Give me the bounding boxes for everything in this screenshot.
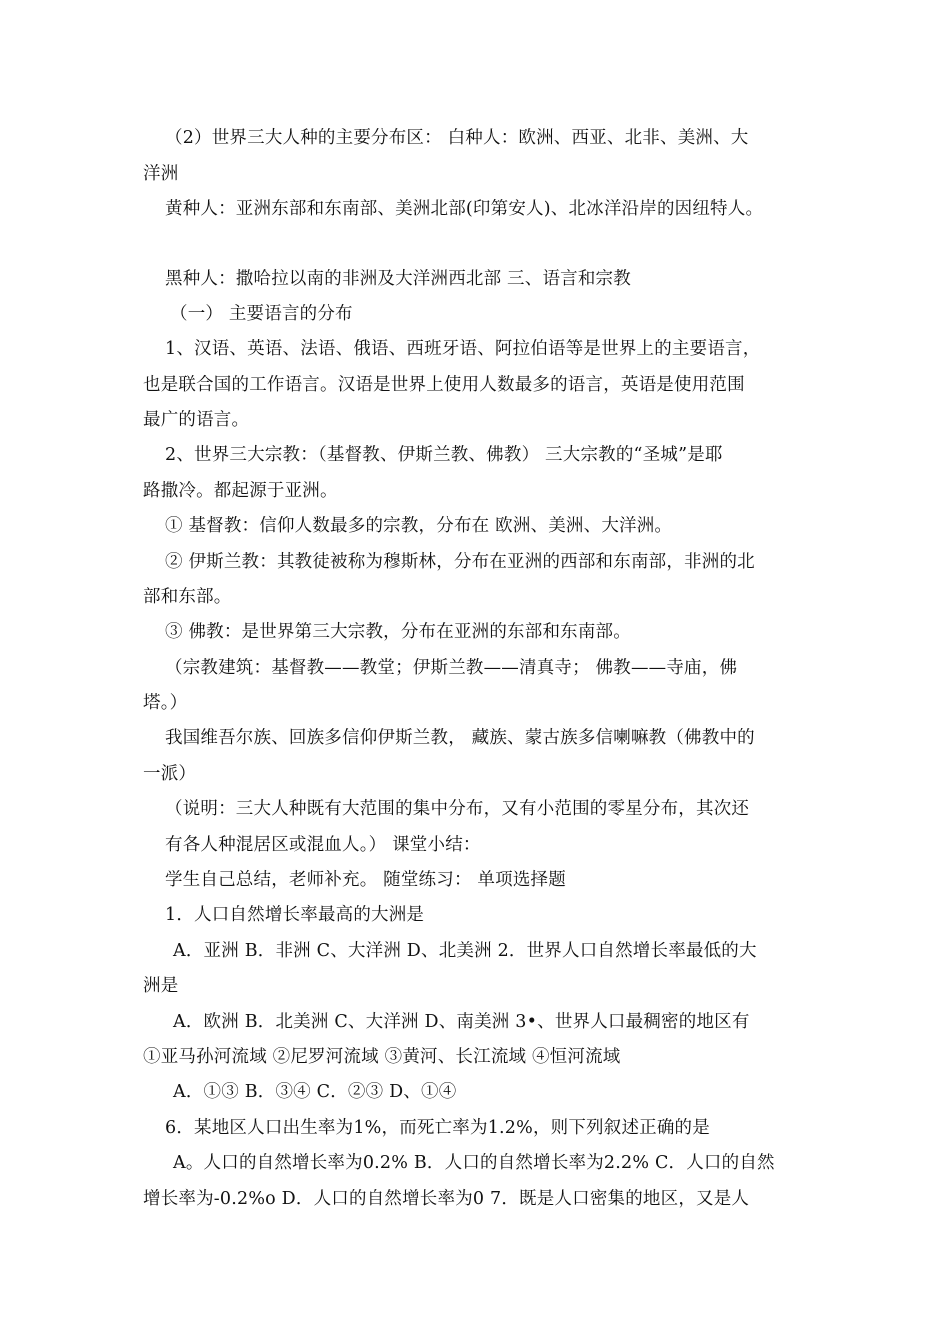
text-line: 洋洲 [143,164,179,184]
text-line: 我国维吾尔族、回族多信仰伊斯兰教， 藏族、蒙古族多信喇嘛教（佛教中的 [165,728,755,748]
text-line: A．亚洲 B．非洲 C、大洋洲 D、北美洲 2．世界人口自然增长率最低的大 [173,941,757,961]
text-line: 黑种人：撒哈拉以南的非洲及大洋洲西北部 三、语言和宗教 [165,269,631,289]
text-line: 有各人种混居区或混血人。） 课堂小结： [165,835,481,855]
text-line: A．①③ B．③④ C．②③ D、①④ [173,1082,457,1102]
text-line: ③ 佛教：是世界第三大宗教，分布在亚洲的东部和东南部。 [165,622,631,642]
text-line: ① 基督教：信仰人数最多的宗教，分布在 欧洲、美洲、大洋洲。 [165,516,673,536]
text-line: 1、汉语、英语、法语、俄语、西班牙语、阿拉伯语等是世界上的主要语言， [165,339,761,359]
text-line: 洲是 [143,976,179,996]
text-line: ② 伊斯兰教：其教徒被称为穆斯林，分布在亚洲的西部和东南部，非洲的北 [165,552,755,572]
text-line: 也是联合国的工作语言。汉语是世界上使用人数最多的语言，英语是使用范围 [143,375,745,395]
text-line: 2、世界三大宗教：（基督教、伊斯兰教、佛教） 三大宗教的“圣城”是耶 [165,445,723,465]
text-line: （宗教建筑：基督教——教堂；伊斯兰教——清真寺； 佛教——寺庙，佛 [165,658,738,678]
text-line: 学生自己总结，老师补充。 随堂练习： 单项选择题 [165,870,566,890]
text-line: 1．人口自然增长率最高的大洲是 [165,905,425,925]
text-line: （2）世界三大人种的主要分布区： 白种人：欧洲、西亚、北非、美洲、大 [165,128,749,148]
text-line: A。人口的自然增长率为0.2% B．人口的自然增长率为2.2% C．人口的自然 [173,1153,775,1173]
text-line: 黄种人：亚洲东部和东南部、美洲北部(印第安人)、北冰洋沿岸的因纽特人。 [165,199,764,219]
text-line: ①亚马孙河流域 ②尼罗河流域 ③黄河、长江流域 ④恒河流域 [143,1047,621,1067]
text-line: 塔。） [143,693,188,713]
text-line: 部和东部。 [143,587,232,607]
text-line: 最广的语言。 [143,410,250,430]
text-line: （说明：三大人种既有大范围的集中分布，又有小范围的零星分布，其次还 [165,799,750,819]
text-line: 路撒冷。都起源于亚洲。 [143,481,338,501]
text-line: （一） 主要语言的分布 [170,304,353,324]
text-line: 6．某地区人口出生率为1%，而死亡率为1.2%，则下列叙述正确的是 [165,1118,710,1138]
text-line: A．欧洲 B．北美洲 C、大洋洲 D、南美洲 3•、世界人口最稠密的地区有 [173,1012,750,1032]
text-line: 一派） [143,764,197,784]
text-line: 增长率为-0.2%o D．人口的自然增长率为0 7．既是人口密集的地区，又是人 [143,1189,750,1209]
